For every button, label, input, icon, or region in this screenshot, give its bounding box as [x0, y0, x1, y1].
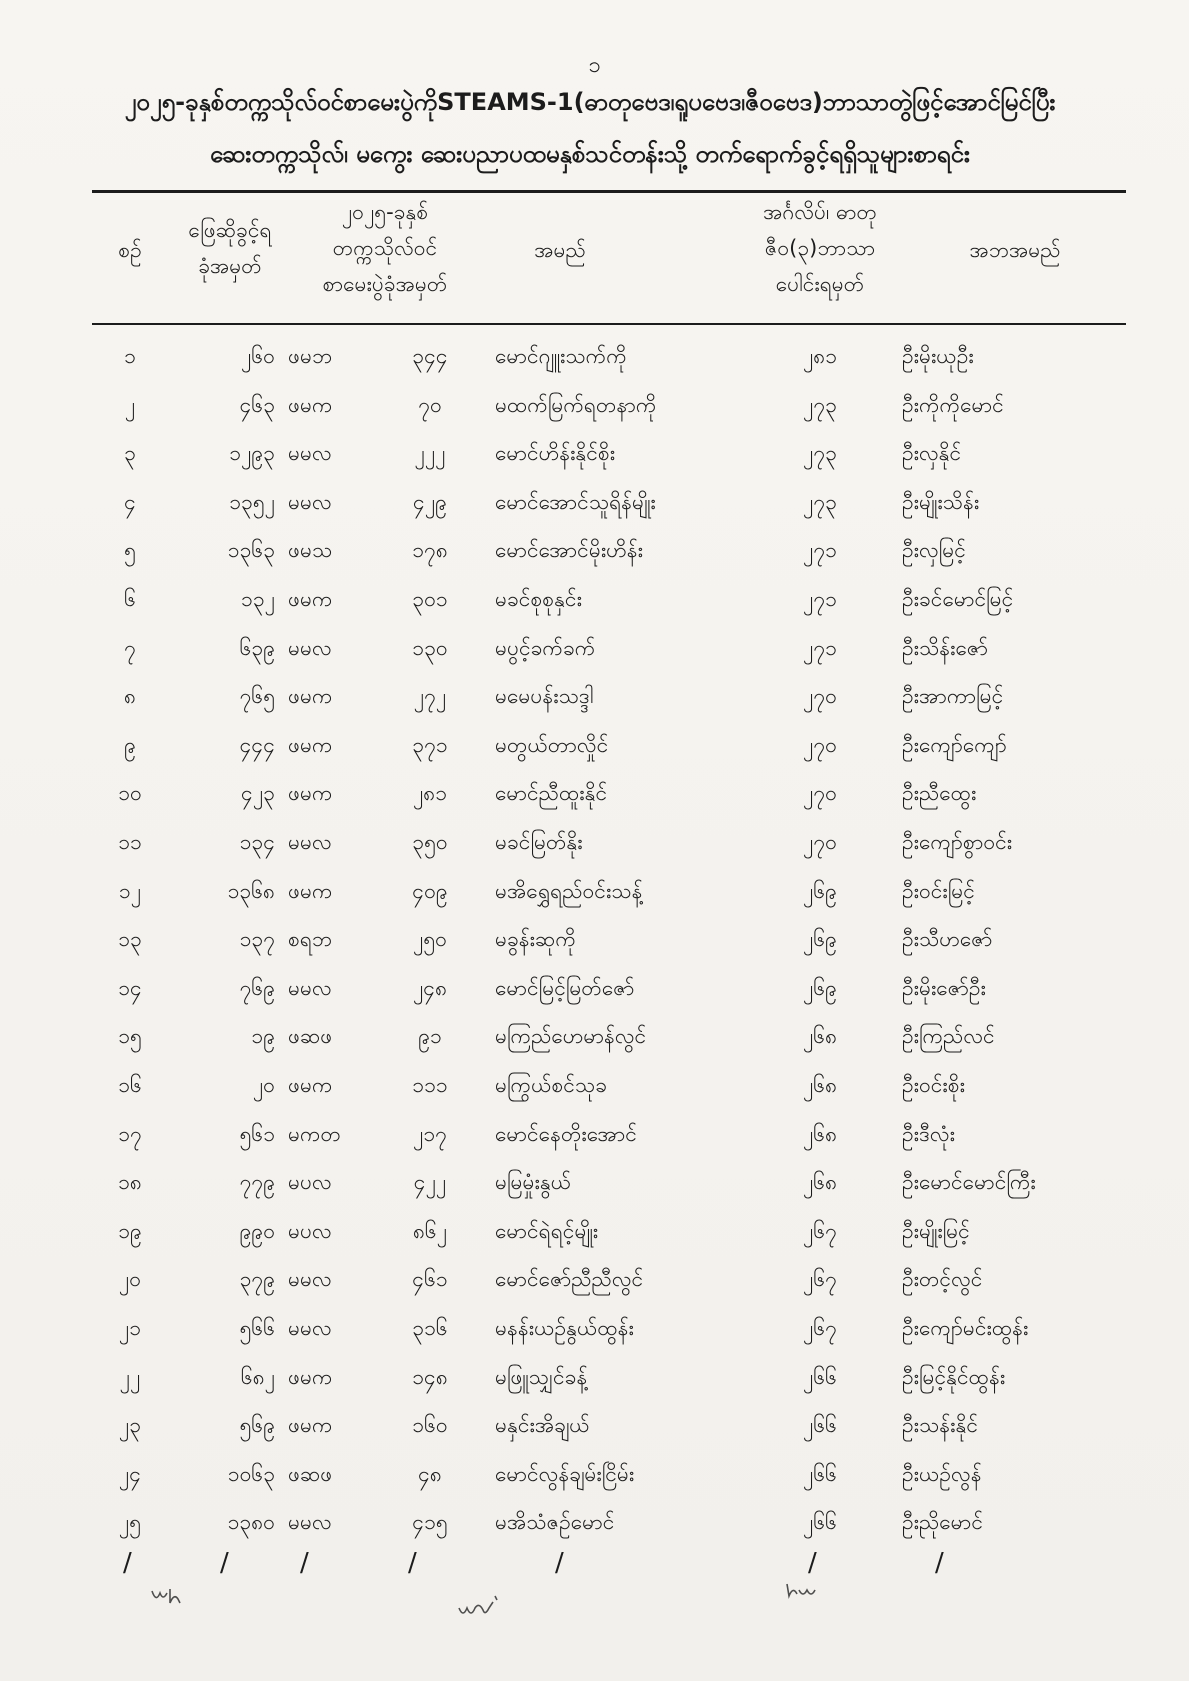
roll-number: ၁၃၅၂ — [229, 489, 275, 514]
table-row — [0, 1108, 1189, 1160]
row-number: ၁၂ — [118, 878, 142, 903]
exam-prefix: ဖဆဖ — [288, 1461, 333, 1486]
exam-prefix: ဖမဘ — [288, 344, 333, 368]
table-row — [0, 1302, 1189, 1354]
father-name: ဦးတင့်လွင် — [902, 1267, 983, 1292]
title-line-2: ဆေးတက္ကသိုလ်၊ မကွေး ဆေးပညာပထမနှစ်သင်တန်းသို့ တက်ရောက်ခွင့်ရရှိသူများစာရင်း — [210, 140, 970, 168]
exam-number: ၂၅၀ — [413, 927, 447, 952]
total-score: ၂၆၉ — [803, 975, 837, 1000]
exam-prefix: ဖဆဖ — [288, 1024, 333, 1049]
father-name: ဦးကျော်ကျော် — [902, 732, 1007, 757]
student-name: မခွန်းဆုကို — [495, 927, 576, 952]
total-score: ၂၆၈ — [802, 1121, 838, 1146]
row-number: ၂၀ — [118, 1267, 142, 1292]
continuation-mark: / — [300, 1548, 309, 1578]
table-row — [0, 913, 1189, 965]
roll-number: ၉၉၀ — [239, 1218, 275, 1243]
table-row — [0, 524, 1189, 576]
total-score: ၂၆၇ — [803, 1316, 837, 1340]
student-name: မနန်းယဉ်နွယ်ထွန်း — [495, 1316, 634, 1340]
row-number: ၁၈ — [118, 1170, 142, 1195]
total-score: ၂၇၁ — [803, 538, 837, 563]
row-number: ၁၄ — [118, 975, 142, 1000]
exam-prefix: ဖမသ — [288, 538, 333, 563]
roll-number: ၄၆၃ — [239, 392, 275, 417]
exam-number: ၄၂၉ — [413, 489, 447, 514]
exam-prefix: ဖမက — [288, 684, 333, 709]
exam-prefix: ဖမက — [288, 1413, 333, 1438]
exam-prefix: ဖမက — [288, 392, 333, 417]
row-number: ၂၁ — [118, 1316, 142, 1340]
row-number: ၁၆ — [118, 1073, 142, 1097]
table-row — [0, 1010, 1189, 1062]
table-row — [0, 1059, 1189, 1111]
student-name: မတွယ်တာလှိုင် — [495, 732, 609, 757]
total-score: ၂၆၇ — [803, 1218, 837, 1243]
student-name: မအိသံဇဉ်မောင် — [495, 1510, 615, 1535]
exam-number: ၂၇၂ — [413, 684, 447, 709]
exam-prefix: စရဘ — [288, 927, 333, 952]
roll-number: ၅၆၁ — [239, 1121, 275, 1146]
table-row — [0, 1351, 1189, 1403]
roll-number: ၇၆၉ — [239, 975, 275, 1000]
father-name: ဦးမျိုးမြင့် — [902, 1218, 970, 1243]
father-name: ဦးသန်းနိုင် — [902, 1413, 978, 1438]
exam-prefix: ဖမက — [288, 878, 333, 903]
header-exam-number: ၂၀၂၅-ခုနှစ် တက္ကသိုလ်ဝင် စာမေးပွဲခုံအမှတ် — [322, 200, 448, 296]
roll-number: ၆၃၉ — [239, 635, 275, 660]
table-row — [0, 767, 1189, 819]
row-number: ၁၇ — [118, 1121, 142, 1146]
student-name: မခင်စုစုနှင်း — [495, 587, 582, 611]
student-name: မောင်အောင်သူရိန်မျိုး — [495, 489, 656, 514]
exam-number: ၄၆၁ — [412, 1267, 448, 1292]
father-name: ဦးကိုကိုမောင် — [902, 392, 1004, 417]
father-name: ဦးညိုမောင် — [902, 1510, 983, 1535]
exam-number: ၃၀၁ — [412, 587, 448, 611]
table-row — [0, 1253, 1189, 1305]
total-score: ၂၇၀ — [803, 781, 837, 806]
roll-number: ၇၇၉ — [239, 1170, 275, 1195]
table-row — [0, 816, 1189, 868]
header-score: အင်္ဂလိပ်၊ ဓာတု ဇီဝ(၃)ဘာသာ ပေါင်းရမှတ် — [763, 200, 877, 296]
exam-number: ၄၀၉ — [412, 878, 448, 903]
total-score: ၂၆၇ — [803, 1267, 837, 1292]
father-name: ဦးဝင်းမြင့် — [902, 878, 975, 903]
exam-prefix: မကတ — [288, 1121, 341, 1146]
roll-number: ၁၃၈၀ — [227, 1510, 275, 1535]
continuation-mark: / — [555, 1548, 564, 1578]
exam-prefix: ဖမက — [288, 781, 333, 806]
student-name: မောင်မြင့်မြတ်ဇော် — [495, 975, 635, 1000]
row-number: ၂ — [124, 392, 136, 417]
handwritten-initial — [455, 1588, 505, 1624]
father-name: ဦးကျော်စွာဝင်း — [902, 830, 1013, 854]
exam-number: ၁၇၈ — [412, 538, 448, 563]
row-number: ၆ — [124, 587, 136, 611]
student-name: မမေပန်းသဒ္ဒါ — [495, 684, 594, 709]
father-name: ဦးယဉ်လွန် — [902, 1461, 982, 1486]
exam-number: ၃၇၁ — [412, 732, 448, 757]
row-number: ၁၅ — [118, 1024, 142, 1049]
father-name: ဦးမိုးယုဦး — [902, 344, 974, 368]
table-row — [0, 622, 1189, 674]
father-name: ဦးဝင်းစိုး — [902, 1073, 965, 1097]
table-row — [0, 1205, 1189, 1257]
row-number: ၇ — [124, 635, 136, 660]
row-number: ၁ — [124, 344, 136, 368]
father-name: ဦးသိန်းဇော် — [902, 635, 989, 660]
total-score: ၂၇၀ — [803, 684, 837, 709]
total-score: ၂၆၉ — [803, 878, 837, 903]
roll-number: ၁၃၂ — [241, 587, 275, 611]
student-name: မောင်ဟိန်းနိုင်စိုး — [495, 441, 616, 466]
exam-number: ၃၄၄ — [412, 344, 448, 368]
student-name: မောင်ဂျူးသက်ကို — [495, 344, 627, 368]
row-number: ၈ — [124, 684, 136, 709]
father-name: ဦးဒီလုံး — [902, 1121, 955, 1146]
exam-number: ၃၅၀ — [412, 830, 448, 854]
table-row — [0, 1448, 1189, 1500]
roll-number: ၄၄၄ — [239, 732, 275, 757]
student-name: မဖြူသျှင်ခန့် — [495, 1364, 588, 1389]
father-name: ဦးအာကာမြင့် — [902, 684, 1004, 709]
table-row — [0, 427, 1189, 479]
father-name: ဦးကြည်လင် — [902, 1024, 995, 1049]
student-name: မောင်အောင်မိုးဟိန်း — [495, 538, 643, 563]
total-score: ၂၆၆ — [803, 1364, 837, 1389]
student-name: မောင်နေတိုးအောင် — [495, 1121, 637, 1146]
total-score: ၂၆၈ — [802, 1073, 838, 1097]
student-name: မပွင့်ခက်ခက် — [495, 635, 596, 660]
roll-number: ၁၃၄ — [239, 830, 275, 854]
roll-number: ၂၆၀ — [241, 344, 275, 368]
student-name: မောင်ညီထူးနိုင် — [495, 781, 608, 806]
total-score: ၂၆၆ — [803, 1413, 837, 1438]
continuation-mark: / — [808, 1548, 817, 1578]
total-score: ၂၇၃ — [803, 489, 837, 514]
exam-number: ၃၁၆ — [412, 1316, 448, 1340]
exam-number: ၁၄၈ — [412, 1364, 448, 1389]
father-name: ဦးခင်မောင်မြင့် — [902, 587, 1014, 611]
student-name: မကြည်ဟေမာန်လွင် — [495, 1024, 647, 1049]
continuation-mark: / — [220, 1548, 229, 1578]
total-score: ၂၇၀ — [803, 830, 837, 854]
header-no: စဉ် — [118, 238, 142, 262]
total-score: ၂၆၈ — [802, 1170, 838, 1195]
student-name: မအိရွှေရည်ဝင်းသန့် — [495, 878, 643, 903]
father-name: ဦးကျော်မင်းထွန်း — [902, 1316, 1029, 1340]
total-score: ၂၆၆ — [803, 1461, 837, 1486]
roll-number: ၁၃၆၃ — [227, 538, 275, 563]
student-name: မခင်မြတ်နိုး — [495, 830, 583, 854]
roll-number: ၄၂၃ — [241, 781, 275, 806]
total-score: ၂၇၁ — [803, 587, 837, 611]
table-row — [0, 962, 1189, 1014]
father-name: ဦးမျိုးသိန်း — [902, 489, 980, 514]
exam-prefix: မမလ — [288, 489, 332, 514]
exam-number: ၄၂၂ — [413, 1170, 447, 1195]
father-name: ဦးမိုးဇော်ဦး — [902, 975, 986, 1000]
exam-prefix: မမလ — [288, 1316, 332, 1340]
row-number: ၁၉ — [118, 1218, 142, 1243]
roll-number: ၂၀ — [252, 1073, 275, 1097]
handwritten-initial — [785, 1580, 825, 1604]
student-name: မောင်လွန်ချမ်းငြိမ်း — [495, 1461, 635, 1486]
table-row — [0, 1399, 1189, 1451]
exam-number: ၄၈ — [418, 1461, 442, 1486]
father-name: ဦးမောင်မောင်ကြီး — [902, 1170, 1036, 1195]
total-score: ၂၇၀ — [803, 732, 837, 757]
table-row — [0, 1496, 1189, 1548]
exam-prefix: မမလ — [288, 1267, 332, 1292]
student-name: မနှင်းအိချယ် — [495, 1413, 590, 1438]
row-number: ၂၅ — [118, 1510, 142, 1535]
exam-prefix: မပလ — [288, 1170, 332, 1195]
table-row — [0, 670, 1189, 722]
exam-prefix: မပလ — [288, 1218, 332, 1243]
row-number: ၉ — [124, 732, 136, 757]
student-name: မမြမှုံးနွယ် — [495, 1170, 572, 1195]
table-row — [0, 719, 1189, 771]
roll-number: ၃၇၉ — [239, 1267, 275, 1292]
continuation-mark: / — [408, 1548, 417, 1578]
page-number: ၁ — [588, 53, 601, 78]
father-name: ဦးမြင့်နိုင်ထွန်း — [902, 1364, 1006, 1389]
exam-prefix: မမလ — [288, 975, 332, 1000]
continuation-mark: / — [123, 1548, 132, 1578]
father-name: ဦးလှနိုင် — [902, 441, 962, 466]
table-top-rule — [92, 190, 1126, 193]
exam-number: ၁၃၀ — [412, 635, 448, 660]
exam-prefix: မမလ — [288, 830, 332, 854]
header-roll: ဖြေဆိုခွင့်ရ ခုံအမှတ် — [188, 218, 272, 278]
exam-number: ၉၁ — [418, 1024, 442, 1049]
row-number: ၂၂ — [119, 1364, 141, 1389]
row-number: ၄ — [124, 489, 136, 514]
exam-prefix: ဖမက — [288, 1364, 333, 1389]
exam-number: ၄၁၅ — [412, 1510, 448, 1535]
title-line-1: ၂၀၂၅-ခုနှစ်တက္ကသိုလ်ဝင်စာမေးပွဲကိုSTEAMS-1(ဓာတုဗေဒ၊ရူပဗေဒ၊ဇီဝဗေဒ)ဘာသာတွဲဖြင့်အောင်မြင်ပြီး — [124, 88, 1056, 116]
exam-number: ၂၂၂ — [414, 441, 446, 466]
exam-number: ၂၈၁ — [412, 781, 448, 806]
roll-number: ၅၆၉ — [239, 1413, 275, 1438]
row-number: ၁၁ — [118, 830, 142, 854]
row-number: ၅ — [124, 538, 136, 563]
total-score: ၂၆၉ — [803, 927, 837, 952]
father-name: ဦးညီထွေး — [902, 781, 977, 806]
table-header-rule — [92, 323, 1126, 325]
row-number: ၂၃ — [118, 1413, 142, 1438]
student-name: မောင်ရဲရင့်မျိုး — [495, 1218, 599, 1243]
father-name: ဦးသီဟဇော် — [902, 927, 993, 952]
exam-prefix: မမလ — [288, 1510, 332, 1535]
exam-prefix: ဖမက — [288, 1073, 333, 1097]
exam-number: ၂၄၈ — [412, 975, 448, 1000]
table-row — [0, 330, 1189, 382]
father-name: ဦးလှမြင့် — [902, 538, 966, 563]
total-score: ၂၈၁ — [802, 344, 838, 368]
table-row — [0, 476, 1189, 528]
exam-prefix: မမလ — [288, 441, 332, 466]
table-row — [0, 1156, 1189, 1208]
table-row — [0, 573, 1189, 625]
roll-number: ၁၀၆၃ — [227, 1461, 275, 1486]
exam-number: ၂၁၇ — [413, 1121, 447, 1146]
student-name: မကြွယ်စင်သုခ — [495, 1073, 608, 1097]
continuation-mark: / — [935, 1548, 944, 1578]
roll-number: ၇၆၅ — [239, 684, 275, 709]
exam-number: ၁၁၁ — [412, 1073, 448, 1097]
roll-number: ၁၃၇ — [239, 927, 275, 952]
roll-number: ၆၈၂ — [240, 1364, 275, 1389]
student-name: မောင်ဇော်ညီညီလွင် — [495, 1267, 644, 1292]
continuation-marks — [0, 1548, 1189, 1588]
exam-number: ၁၆၀ — [412, 1413, 448, 1438]
total-score: ၂၆၆ — [803, 1510, 837, 1535]
exam-prefix: ဖမက — [288, 732, 333, 757]
exam-prefix: ဖမက — [288, 587, 333, 611]
roll-number: ၁၂၉၃ — [229, 441, 275, 466]
table-row — [0, 865, 1189, 917]
roll-number: ၅၆၆ — [239, 1316, 275, 1340]
student-name: မထက်မြက်ရတနာကို — [495, 392, 657, 417]
exam-number: ၈၆၂ — [412, 1218, 448, 1243]
row-number: ၂၄ — [118, 1461, 142, 1486]
handwritten-initial — [150, 1585, 190, 1609]
total-score: ၂၇၁ — [803, 635, 837, 660]
table-row — [0, 379, 1189, 431]
total-score: ၂၇၃ — [803, 441, 837, 466]
exam-prefix: မမလ — [288, 635, 332, 660]
header-father-name: အဘအမည် — [969, 238, 1061, 262]
roll-number: ၁၉ — [251, 1024, 275, 1049]
row-number: ၁၃ — [118, 927, 142, 952]
total-score: ၂၆၈ — [802, 1024, 838, 1049]
exam-number: ၇၀ — [418, 392, 442, 417]
row-number: ၃ — [124, 441, 136, 466]
header-name: အမည် — [534, 238, 586, 262]
total-score: ၂၇၃ — [803, 392, 837, 417]
roll-number: ၁၃၆၈ — [227, 878, 275, 903]
row-number: ၁၀ — [118, 781, 142, 806]
